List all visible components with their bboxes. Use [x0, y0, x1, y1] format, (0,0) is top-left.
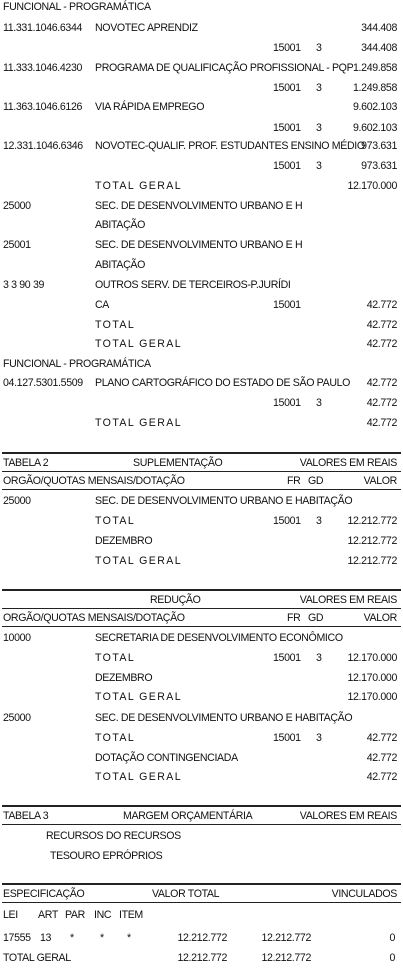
- total-vinculados: 0: [389, 952, 395, 964]
- source-code: 15001: [273, 82, 301, 94]
- org-name: SEC. DE DESENVOLVIMENTO URBANO E H: [95, 200, 303, 212]
- org-name-cont: ABITAÇÃO: [95, 219, 145, 231]
- table-divider: [2, 902, 401, 903]
- row-vinculados: 0: [389, 932, 395, 944]
- program-code: 11.331.1046.6344: [3, 22, 83, 34]
- source-code: 15001: [273, 732, 301, 744]
- total-geral-label: TOTAL GERAL: [95, 180, 183, 192]
- source-code: 15001: [273, 160, 301, 172]
- nature-name-cont: CA: [95, 299, 110, 311]
- table-title: SUPLEMENTAÇÃO: [133, 457, 223, 469]
- currency-note: VALORES EM REAIS: [299, 594, 397, 606]
- col-header-fr: FR: [287, 612, 301, 624]
- sub-value: 344.408: [361, 42, 397, 54]
- month-value: 12.170.000: [347, 672, 397, 684]
- sub-value: 1.249.858: [353, 82, 397, 94]
- program-value: 42.772: [366, 377, 397, 389]
- total-geral-value: 42.772: [366, 417, 397, 429]
- total-valor-total: 12.212.772: [177, 952, 227, 964]
- org-name-cont: ABITAÇÃO: [95, 259, 145, 271]
- nature-name: OUTROS SERV. DE TERCEIROS-P.JURÍDI: [95, 279, 291, 291]
- expense-group: 3: [316, 160, 322, 172]
- table-divider: [2, 471, 401, 472]
- section-heading: FUNCIONAL - PROGRAMÁTICA: [3, 358, 151, 370]
- total-geral-label: TOTAL GERAL: [95, 691, 183, 703]
- program-value: 973.631: [361, 140, 397, 152]
- col-header-valor-total: VALOR TOTAL: [152, 888, 220, 900]
- program-name: PLANO CARTOGRÁFICO DO ESTADO DE SÃO PAULO: [95, 377, 351, 389]
- table-divider: [2, 626, 401, 627]
- total-geral-value: 42.772: [366, 771, 397, 783]
- total-value: 42.772: [366, 732, 397, 744]
- program-name: NOVOTEC APRENDIZ: [95, 22, 198, 34]
- org-code: 25000: [3, 712, 31, 724]
- total-geral-label: TOTAL GERAL: [3, 952, 71, 964]
- program-name: NOVOTEC-QUALIF. PROF. ESTUDANTES ENSINO MÉDIO: [95, 140, 365, 152]
- row-recursos: 12.212.772: [261, 932, 311, 944]
- org-name: SEC. DE DESENVOLVIMENTO URBANO E H: [95, 239, 303, 251]
- source-code: 15001: [273, 299, 301, 311]
- total-recursos: 12.212.772: [261, 952, 311, 964]
- col-header-orgao: ORGÃO/QUOTAS MENSAIS/DOTAÇÃO: [3, 475, 185, 487]
- org-name: SEC. DE DESENVOLVIMENTO URBANO E HABITAÇÃO: [95, 712, 353, 724]
- currency-note: VALORES EM REAIS: [299, 457, 397, 469]
- resources-label: RECURSOS DO RECURSOS: [46, 830, 181, 842]
- subcol-art: ART: [38, 909, 58, 921]
- table-divider: [2, 489, 401, 490]
- table-divider: [2, 589, 401, 591]
- org-code: 25000: [3, 495, 31, 507]
- program-name: PROGRAMA DE QUALIFICAÇÃO PROFISSIONAL - PQP: [95, 62, 354, 74]
- source-code: 15001: [273, 122, 301, 134]
- col-header-gd: GD: [308, 612, 324, 624]
- expense-group: 3: [316, 122, 322, 134]
- program-code: 12.331.1046.6346: [3, 140, 83, 152]
- total-value: 12.170.000: [347, 652, 397, 664]
- total-geral-label: TOTAL GERAL: [95, 555, 183, 567]
- row-inc: *: [100, 932, 104, 944]
- source-code: 15001: [273, 515, 301, 527]
- row-par: *: [70, 932, 74, 944]
- table-divider: [2, 805, 401, 807]
- org-name: SECRETARIA DE DESENVOLVIMENTO ECONÔMICO: [95, 632, 343, 644]
- row-item: *: [127, 932, 131, 944]
- expense-group: 3: [316, 42, 322, 54]
- col-header-vinculados: VINCULADOS: [331, 888, 397, 900]
- program-value: 9.602.103: [353, 101, 397, 113]
- org-code: 25001: [3, 239, 31, 251]
- sub-value: 9.602.103: [353, 122, 397, 134]
- total-value: 12.212.772: [347, 515, 397, 527]
- org-code: 10000: [3, 632, 31, 644]
- subcol-item: ITEM: [119, 909, 143, 921]
- row-valor-total: 12.212.772: [177, 932, 227, 944]
- expense-group: 3: [316, 515, 322, 527]
- total-geral-label: TOTAL GERAL: [95, 338, 183, 350]
- total-label: TOTAL: [95, 652, 136, 664]
- nature-code: 3 3 90 39: [3, 279, 45, 291]
- col-header-gd: GD: [308, 475, 324, 487]
- program-value: 344.408: [361, 22, 397, 34]
- source-code: 15001: [273, 42, 301, 54]
- table-divider: [2, 883, 401, 885]
- total-label: TOTAL: [95, 319, 136, 331]
- expense-group: 3: [316, 732, 322, 744]
- month-label: DOTAÇÃO CONTINGENCIADA: [95, 752, 238, 764]
- col-header-especificacao: ESPECIFICAÇÃO: [3, 888, 85, 900]
- program-code: 11.333.1046.4230: [3, 62, 83, 74]
- month-value: 12.212.772: [347, 535, 397, 547]
- expense-group: 3: [316, 82, 322, 94]
- total-value: 42.772: [366, 319, 397, 331]
- program-name: VIA RÁPIDA EMPREGO: [95, 101, 205, 113]
- expense-group: 3: [316, 397, 322, 409]
- subcol-inc: INC: [94, 909, 112, 921]
- org-name: SEC. DE DESENVOLVIMENTO URBANO E HABITAÇÃO: [95, 495, 353, 507]
- subcol-par: PAR: [65, 909, 85, 921]
- table-title: REDUÇÃO: [150, 594, 201, 606]
- table-label: TABELA 3: [3, 810, 49, 822]
- row-lei: 17555: [3, 932, 31, 944]
- table-divider: [2, 824, 401, 825]
- total-geral-value: 12.212.772: [347, 555, 397, 567]
- sub-value: 973.631: [361, 160, 397, 172]
- resources-label: TESOURO EPRÓPRIOS: [50, 850, 163, 862]
- total-geral-value: 12.170.000: [347, 180, 397, 192]
- total-label: TOTAL: [95, 515, 136, 527]
- source-code: 15001: [273, 652, 301, 664]
- subcol-lei: LEI: [3, 909, 18, 921]
- row-art: 13: [40, 932, 52, 944]
- col-header-valor: VALOR: [363, 612, 397, 624]
- table-label: TABELA 2: [3, 457, 49, 469]
- total-geral-label: TOTAL GERAL: [95, 417, 183, 429]
- program-code: 04.127.5301.5509: [3, 377, 83, 389]
- col-header-valor: VALOR: [363, 475, 397, 487]
- month-label: DEZEMBRO: [95, 535, 153, 547]
- col-header-fr: FR: [287, 475, 301, 487]
- org-code: 25000: [3, 200, 31, 212]
- table-divider: [2, 452, 401, 454]
- program-code: 11.363.1046.6126: [3, 101, 83, 113]
- col-header-orgao: ORGÃO/QUOTAS MENSAIS/DOTAÇÃO: [3, 612, 185, 624]
- source-code: 15001: [273, 397, 301, 409]
- nature-value: 42.772: [366, 299, 397, 311]
- month-label: DEZEMBRO: [95, 672, 153, 684]
- total-geral-value: 12.170.000: [347, 691, 397, 703]
- table-title: MARGEM ORÇAMENTÁRIA: [123, 810, 253, 822]
- total-geral-value: 42.772: [366, 338, 397, 350]
- total-geral-label: TOTAL GERAL: [95, 771, 183, 783]
- section-heading: FUNCIONAL - PROGRAMÁTICA: [3, 1, 151, 13]
- expense-group: 3: [316, 652, 322, 664]
- currency-note: VALORES EM REAIS: [299, 810, 397, 822]
- month-value: 42.772: [366, 752, 397, 764]
- total-label: TOTAL: [95, 732, 136, 744]
- program-value: 1.249.858: [353, 62, 397, 74]
- table-divider: [2, 608, 401, 609]
- sub-value: 42.772: [366, 397, 397, 409]
